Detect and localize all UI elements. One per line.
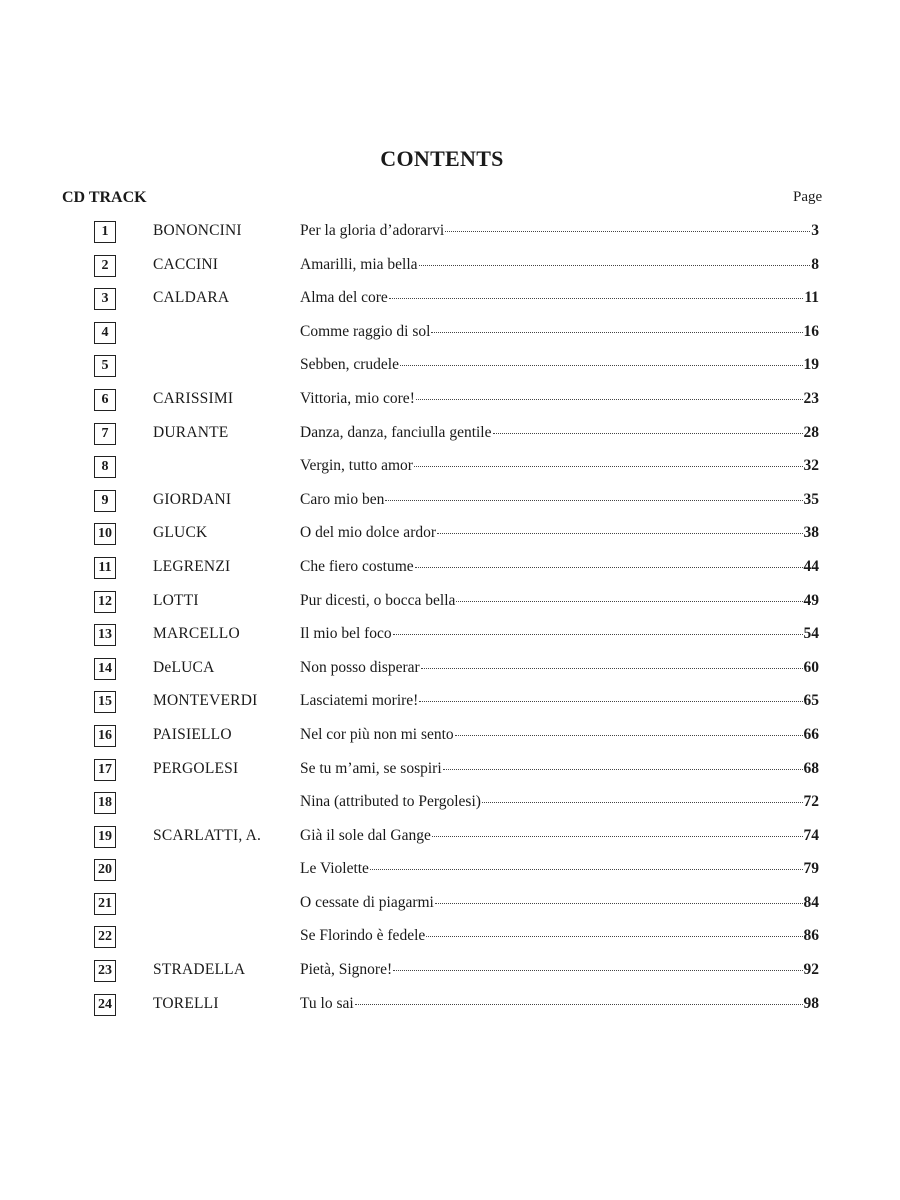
composer-name: STRADELLA [153, 961, 246, 979]
track-number-box: 1 [94, 221, 116, 243]
song-title: Caro mio ben [300, 490, 385, 508]
track-number-box: 2 [94, 255, 116, 277]
song-line [300, 659, 819, 677]
composer-name: MARCELLO [153, 625, 240, 643]
track-number-box: 4 [94, 322, 116, 344]
song-line [300, 457, 819, 475]
song-title: O del mio dolce ardor [300, 524, 437, 542]
page-number: 72 [803, 793, 819, 811]
song-line [300, 424, 819, 442]
contents-entry [0, 856, 900, 890]
contents-entry [0, 789, 900, 823]
song-line [300, 592, 819, 610]
contents-entry [0, 218, 900, 252]
page-number: 54 [803, 625, 819, 643]
song-title: Non posso disperar [300, 658, 420, 676]
dot-leader [421, 668, 803, 669]
page-number: 60 [803, 658, 819, 676]
page-number: 49 [803, 591, 819, 609]
track-number-box: 7 [94, 423, 116, 445]
track-number-box: 3 [94, 288, 116, 310]
composer-name: DURANTE [153, 423, 229, 441]
composer-name: SCARLATTI, A. [153, 826, 262, 844]
track-number-box: 20 [94, 859, 116, 881]
page-number: 66 [803, 725, 819, 743]
dot-leader [414, 466, 803, 467]
song-line [300, 558, 819, 576]
track-number-box: 19 [94, 826, 116, 848]
composer-name: LEGRENZI [153, 557, 231, 575]
dot-leader [455, 735, 803, 736]
dot-leader [419, 265, 811, 266]
dot-leader [432, 836, 803, 837]
contents-entry [0, 756, 900, 790]
track-number-box: 18 [94, 792, 116, 814]
track-number-box: 11 [94, 557, 116, 579]
page-number: 28 [803, 423, 819, 441]
dot-leader [416, 399, 803, 400]
composer-name: DeLUCA [153, 658, 215, 676]
song-title: Pur dicesti, o bocca bella [300, 591, 456, 609]
cd-track-header: CD TRACK [62, 189, 147, 206]
song-title: Comme raggio di sol [300, 322, 431, 340]
song-title: Amarilli, mia bella [300, 255, 418, 273]
track-number-box: 15 [94, 691, 116, 713]
contents-entry [0, 621, 900, 655]
contents-entry [0, 386, 900, 420]
contents-entry [0, 520, 900, 554]
composer-name: LOTTI [153, 591, 199, 609]
dot-leader [370, 869, 803, 870]
contents-entry [0, 453, 900, 487]
song-title: Che fiero costume [300, 557, 414, 575]
track-number-box: 6 [94, 389, 116, 411]
composer-name: PAISIELLO [153, 725, 232, 743]
page-number: 65 [803, 692, 819, 710]
contents-entry [0, 588, 900, 622]
composer-name: GIORDANI [153, 490, 232, 508]
song-line [300, 692, 819, 710]
contents-entry [0, 252, 900, 286]
contents-entry [0, 923, 900, 957]
page-number: 32 [803, 457, 819, 475]
contents-entry [0, 420, 900, 454]
song-title: Danza, danza, fanciulla gentile [300, 423, 492, 441]
track-number-box: 24 [94, 994, 116, 1016]
page-number: 3 [811, 222, 819, 239]
contents-entry [0, 823, 900, 857]
track-number-box: 5 [94, 355, 116, 377]
page-number: 38 [803, 524, 819, 542]
dot-leader [482, 802, 803, 803]
page-number: 98 [803, 994, 819, 1012]
dot-leader [355, 1004, 803, 1005]
contents-entry [0, 285, 900, 319]
song-line [300, 860, 819, 878]
song-line [300, 491, 819, 509]
song-title: Vergin, tutto amor [300, 457, 413, 475]
contents-entry [0, 957, 900, 991]
song-line [300, 894, 819, 912]
page-number: 11 [804, 289, 819, 307]
dot-leader [385, 500, 802, 501]
song-title: Per la gloria d’adorarvi [300, 222, 445, 239]
track-number-box: 21 [94, 893, 116, 915]
song-line [300, 726, 819, 744]
contents-entry [0, 554, 900, 588]
track-number-box: 8 [94, 456, 116, 478]
song-line [300, 222, 819, 240]
dot-leader [456, 601, 802, 602]
contents-entry [0, 487, 900, 521]
track-number-box: 9 [94, 490, 116, 512]
dot-leader [443, 769, 803, 770]
page-number: 84 [803, 893, 819, 911]
page-number: 35 [803, 490, 819, 508]
song-title: Tu lo sai [300, 994, 354, 1012]
song-line [300, 760, 819, 778]
composer-name: GLUCK [153, 524, 208, 542]
track-number-box: 13 [94, 624, 116, 646]
track-number-box: 10 [94, 523, 116, 545]
composer-name: BONONCINI [153, 222, 242, 239]
dot-leader [445, 231, 810, 232]
track-number-box: 17 [94, 759, 116, 781]
song-line [300, 289, 819, 307]
page-number: 68 [803, 759, 819, 777]
page-number: 8 [811, 255, 819, 273]
dot-leader [419, 701, 802, 702]
song-title: Già il sole dal Gange [300, 826, 431, 844]
song-line [300, 390, 819, 408]
song-line [300, 323, 819, 341]
contents-entry [0, 655, 900, 689]
song-line [300, 927, 819, 945]
song-title: Se tu m’ami, se sospiri [300, 759, 442, 777]
song-line [300, 793, 819, 811]
dot-leader [431, 332, 802, 333]
page-number: 19 [803, 356, 819, 374]
contents-list [0, 218, 900, 1024]
contents-entry [0, 991, 900, 1025]
page-column-header: Page [793, 189, 823, 205]
page-number: 44 [803, 557, 819, 575]
song-line [300, 524, 819, 542]
song-title: Pietà, Signore! [300, 961, 393, 979]
song-title: Se Florindo è fedele [300, 927, 426, 945]
contents-entry [0, 890, 900, 924]
song-line [300, 256, 819, 274]
composer-name: PERGOLESI [153, 759, 239, 777]
song-title: Vittoria, mio core! [300, 389, 415, 407]
song-title: Alma del core [300, 289, 388, 307]
song-title: Il mio bel foco [300, 625, 392, 643]
song-line [300, 827, 819, 845]
page-number: 23 [803, 389, 819, 407]
contents-entry [0, 352, 900, 386]
page-number: 86 [803, 927, 819, 945]
song-title: Lasciatemi morire! [300, 692, 419, 710]
dot-leader [415, 567, 803, 568]
dot-leader [393, 634, 803, 635]
song-line [300, 995, 819, 1013]
track-number-box: 12 [94, 591, 116, 613]
page-number: 16 [803, 322, 819, 340]
song-line [300, 625, 819, 643]
track-number-box: 14 [94, 658, 116, 680]
composer-name: CARISSIMI [153, 389, 234, 407]
composer-name: MONTEVERDI [153, 692, 258, 710]
page-title: CONTENTS [380, 146, 504, 171]
contents-entry [0, 319, 900, 353]
song-title: Le Violette [300, 860, 369, 878]
song-line [300, 356, 819, 374]
page-number: 92 [803, 961, 819, 979]
dot-leader [435, 903, 803, 904]
page-number: 79 [803, 860, 819, 878]
composer-name: CACCINI [153, 255, 219, 273]
contents-entry [0, 688, 900, 722]
composer-name: TORELLI [153, 994, 219, 1012]
dot-leader [493, 433, 803, 434]
composer-name: CALDARA [153, 289, 230, 307]
song-title: Nel cor più non mi sento [300, 725, 454, 743]
dot-leader [437, 533, 802, 534]
dot-leader [400, 365, 803, 366]
track-number-box: 23 [94, 960, 116, 982]
dot-leader [389, 298, 804, 299]
song-title: O cessate di piagarmi [300, 893, 434, 911]
contents-entry [0, 722, 900, 756]
dot-leader [393, 970, 802, 971]
track-number-box: 22 [94, 926, 116, 948]
track-number-box: 16 [94, 725, 116, 747]
dot-leader [426, 936, 802, 937]
page-number: 74 [803, 826, 819, 844]
song-title: Sebben, crudele [300, 356, 399, 374]
song-title: Nina (attributed to Pergolesi) [300, 793, 481, 811]
song-line [300, 961, 819, 979]
